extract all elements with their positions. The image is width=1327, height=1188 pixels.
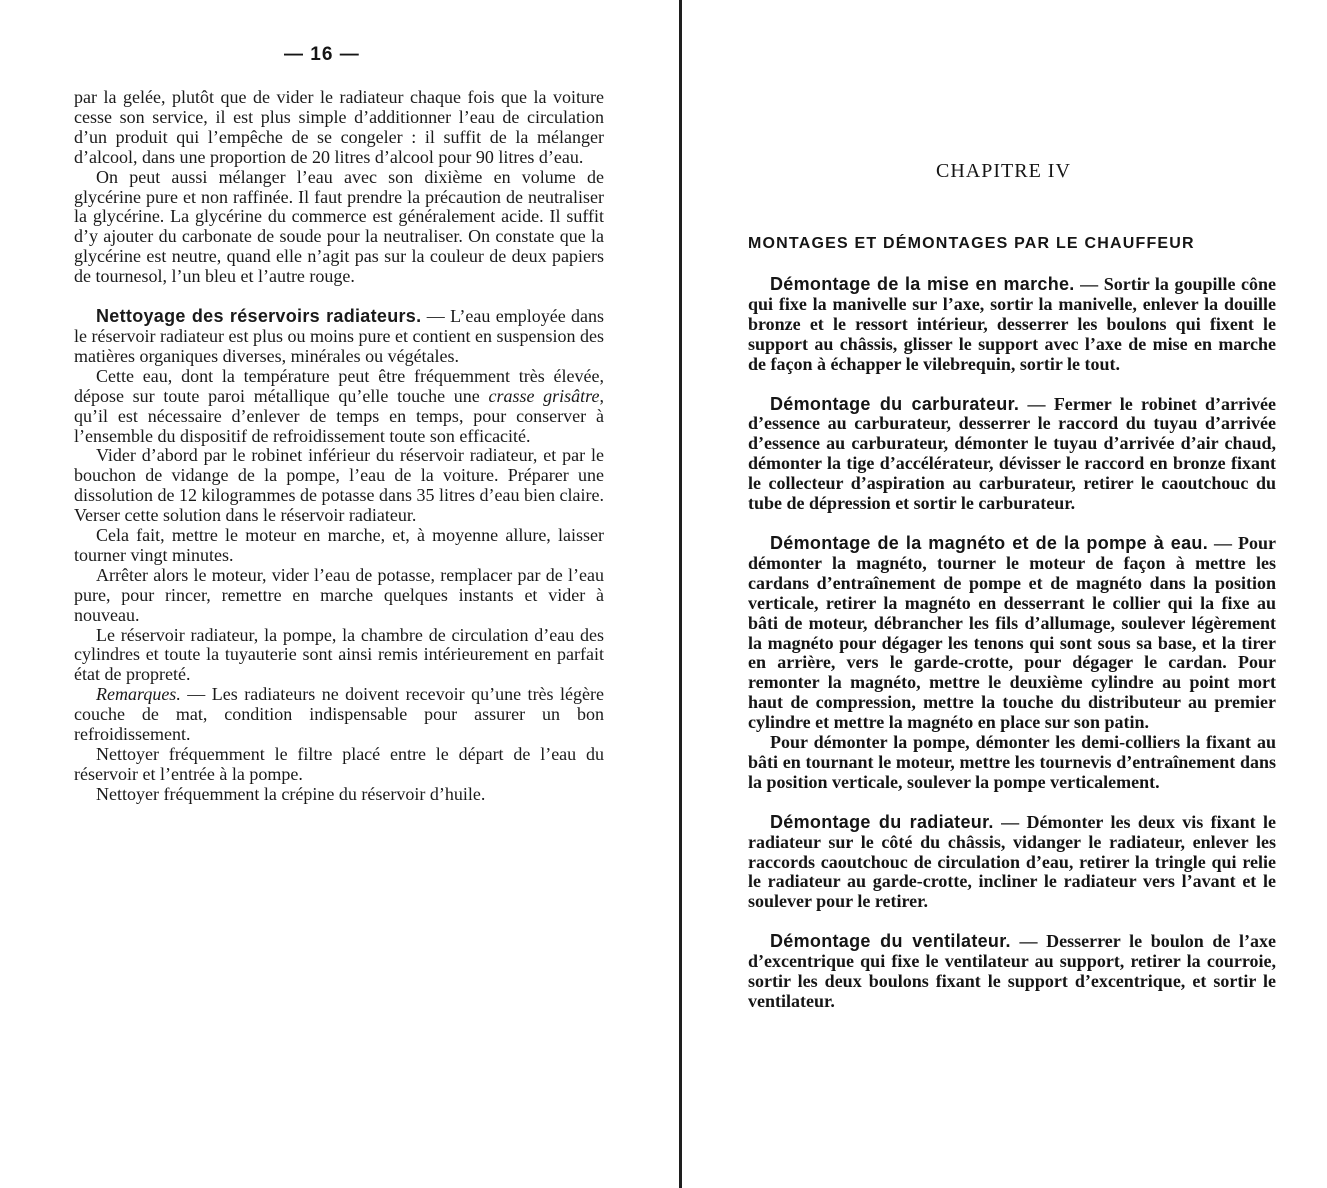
paragraph-heading: Démontage du carburateur. <box>770 393 1020 414</box>
paragraph <box>748 813 1276 913</box>
paragraph: Nettoyer fréquemment le filtre placé entre le départ de l’eau du réservoir et l’entrée à la pompe. <box>74 744 604 784</box>
paragraph: Nettoyer fréquemment la crépine du réservoir d’huile. <box>96 783 486 804</box>
paragraph <box>74 307 604 367</box>
paragraph <box>748 395 1276 514</box>
paragraph <box>748 932 1276 1012</box>
paragraph-text: — Desserrer le boulon de l’axe d’excentrique qui fixe le ventilateur au support, retirer la courroie, sortir les deux boulons fixant le support d’excentrique, et sortir le ventilateur. <box>748 931 1277 1011</box>
paragraph-heading: Démontage de la mise en marche. <box>770 274 1075 294</box>
paragraph: par la gelée, plutôt que de vider le radiateur chaque fois que la voiture cesse son service, il est plus simple d’additionner l’eau de circulation d’un produit qui l’empêche de se congeler : il suffit de la mélanger d’alcool, dans une proportion de 20 litres d’alcool pour 90 litres d’eau. <box>74 87 604 167</box>
chapter-title: CHAPITRE IV <box>936 160 1071 182</box>
page-number: — 16 — <box>284 44 360 65</box>
paragraph-gap <box>748 514 1276 534</box>
paragraph-gap <box>748 375 1276 395</box>
paragraph <box>748 275 1276 375</box>
right-page-body <box>748 275 1276 1012</box>
paragraph <box>74 685 604 745</box>
paragraph <box>748 534 1276 733</box>
paragraph: Pour démonter la pompe, démonter les demi-colliers la fixant au bâti en tournant le moteur, mettre les tournevis d’entraînement dans la position verticale, soulever la pompe verticalement. <box>748 732 1276 792</box>
paragraph-text: — L’eau employée dans le réservoir radiateur est plus ou moins pure et contient en suspension des matières organiques diverses, minérales ou végétales. <box>74 306 604 366</box>
paragraph-heading: Nettoyage des réservoirs radiateurs. <box>96 306 422 327</box>
right-page <box>686 0 1327 1188</box>
paragraph: On peut aussi mélanger l’eau avec son dixième en volume de glycérine pure et non raffinée. Il faut prendre la précaution de neutraliser la glycérine. La glycérine du commerce est généralement acide. Il suffit d’y ajouter du carbonate de soude pour la neutraliser. On constate que la glycérine est neutre, quand elle n’agit pas sur la couleur de deux papiers de tournesol, l’un bleu et l’autre rouge. <box>74 166 604 287</box>
paragraph-text: — Pour démonter la magnéto, tourner le moteur de façon à mettre les cardans d’entraînement de pompe et de magnéto dans la position verticale, retirer la magnéto en desserrant le collier qui la fixe au bâti de moteur, débrancher les fils d’allumage, soulever légèrement la magnéto pour dégager les tenons qui sont sous sa base, et la tirer en arrière, vers le garde-crotte, pour dégager le cardan. Pour remonter la magnéto, mettre le deuxième cylindre au point mort haut de compression, mettre la touche du distributeur au premier cylindre et mettre la magnéto en place sur son patin. <box>748 532 1276 733</box>
paragraph: Arrêter alors le moteur, vider l’eau de potasse, remplacer par de l’eau pure, pour rincer, remettre en marche quelques instants et vider à nouveau. <box>74 564 604 625</box>
paragraph-gap <box>748 793 1276 813</box>
paragraph: Le réservoir radiateur, la pompe, la chambre de circulation d’eau des cylindres et toute la tuyauterie sont ainsi remis intérieurement en parfait état de propreté. <box>74 624 604 685</box>
paragraph <box>74 367 604 447</box>
italic-term: crasse grisâtre <box>488 385 600 406</box>
italic-heading: Remarques. <box>96 684 181 705</box>
paragraph-text: — Fermer le robinet d’arrivée d’essence au carburateur, desserrer le raccord du tuyau d’arrivée d’essence au carburateur, démonter le tuyau d’arrivée d’air chaud, démonter la tige d’accélérateur, dévisser le raccord en bronze fixant le collecteur d’aspiration au carburateur, retirer le caoutchouc du tube de dépression et sortir le carburateur. <box>748 393 1276 514</box>
paragraph-gap <box>74 287 604 307</box>
paragraph-heading: Démontage de la magnéto et de la pompe à eau. <box>770 532 1209 553</box>
paragraph-text: — Sortir la goupille cône qui fixe la manivelle sur l’axe, sortir la manivelle, enlever la douille bronze et le ressort intérieur, desserrer les boulons qui fixent le support au châssis, glisser le support avec l’axe de mise en marche de façon à échapper le vilebrequin, sortir le tout. <box>748 274 1276 374</box>
left-page-body <box>74 88 604 805</box>
paragraph-text: Cette eau, dont la température peut être fréquemment très élevée, dépose sur toute paroi métallique qu’elle touche une <box>74 365 604 406</box>
section-title: MONTAGES ET DÉMONTAGES PAR LE CHAUFFEUR <box>748 235 1195 252</box>
book-gutter <box>679 0 682 1188</box>
paragraph: Vider d’abord par le robinet inférieur du réservoir radiateur, et par le bouchon de vidange de la pompe, l’eau de la voiture. Préparer une dissolution de 12 kilogrammes de potasse dans 35 litres d’eau bien claire. Verser cette solution dans le réservoir radiateur. <box>74 445 604 526</box>
paragraph-text: — Les radiateurs ne doivent recevoir qu’une très légère couche de mat, condition indispensable pour assurer un bon refroidissement. <box>74 684 604 745</box>
paragraph-text: — Démonter les deux vis fixant le radiateur sur le côté du châssis, vidanger le radiateur, enlever les raccords caoutchouc de circulation d’eau, retirer la tringle qui relie le radiateur au garde-crotte, incliner le radiateur vers l’avant et le soulever pour le retirer. <box>748 811 1276 912</box>
paragraph: Cela fait, mettre le moteur en marche, et, à moyenne allure, laisser tourner vingt minutes. <box>74 525 604 565</box>
paragraph-gap <box>748 912 1276 932</box>
paragraph-heading: Démontage du radiateur. <box>770 811 994 832</box>
paragraph-text: , qu’il est nécessaire d’enlever de temps en temps, pour conserver à l’ensemble du dispositif de refroidissement toute son efficacité. <box>74 385 604 446</box>
paragraph-heading: Démontage du ventilateur. <box>770 931 1011 952</box>
